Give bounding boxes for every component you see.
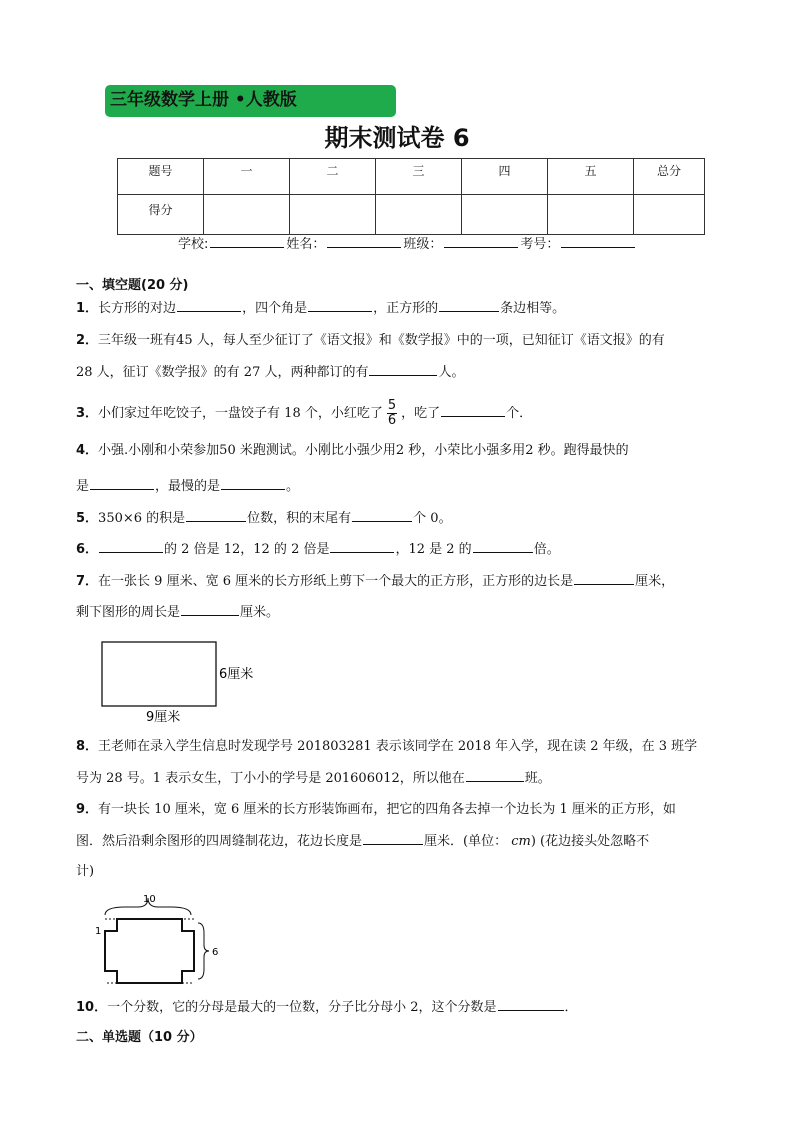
answer-blank[interactable] <box>330 539 394 553</box>
table-cell: 五 <box>548 159 634 195</box>
question-text: 图．然后沿剩余图形的四周缝制花边，花边长度是 <box>76 834 363 849</box>
question-text: 28 人，征订《数学报》的有 27 人，两种都订的有 <box>76 365 369 380</box>
question-number: 4． <box>76 443 99 458</box>
question-number: 3． <box>76 406 99 421</box>
question-text: 一个分数，它的分母是最大的一位数，分子比分母小 2，这个分数是 <box>107 1000 497 1015</box>
question-3 <box>76 399 532 428</box>
score-table <box>117 158 705 235</box>
question-2-cont <box>76 362 465 383</box>
corner-dimension: 1 <box>95 926 102 937</box>
question-text: 位数，积的末尾有 <box>247 511 352 526</box>
question-number: 5． <box>76 511 99 526</box>
table-cell: 总分 <box>634 159 705 195</box>
table-row <box>118 159 705 195</box>
question-number: 7． <box>76 574 99 589</box>
page-title: 期末测试卷 6 <box>324 124 470 152</box>
question-text: ，最慢的是 <box>155 479 221 494</box>
answer-blank[interactable] <box>574 571 634 585</box>
table-cell: 二 <box>290 159 376 195</box>
question-text: 厘米．(单位： <box>424 834 508 849</box>
question-text: 在一张长 9 厘米、宽 6 厘米的长方形纸上剪下一个最大的正方形，正方形的边长是 <box>98 574 574 589</box>
right-brace <box>198 923 209 979</box>
question-text: ，四个角是 <box>242 301 308 316</box>
question-text: 人。 <box>438 365 465 380</box>
question-text: 厘米。 <box>240 605 280 620</box>
question-text: ，正方形的 <box>373 301 439 316</box>
length-label: 9厘米 <box>146 710 181 725</box>
question-number: 6． <box>76 542 99 557</box>
question-text: 350×6 的积是 <box>98 511 186 526</box>
unit-text: cm <box>511 834 531 849</box>
score-input-cell[interactable] <box>290 195 376 235</box>
table-cell: 四 <box>462 159 548 195</box>
question-1 <box>76 298 565 319</box>
question-number: 8． <box>76 739 99 754</box>
question-text: 倍。 <box>533 542 560 557</box>
table-cell: 三 <box>376 159 462 195</box>
answer-blank[interactable] <box>99 539 163 553</box>
score-input-cell[interactable] <box>634 195 705 235</box>
question-text: 计) <box>76 864 95 879</box>
question-text: 。 <box>286 479 300 494</box>
section-title: 一、填空题(20 分) <box>76 278 189 293</box>
question-text: 三年级一班有45 人，每人至少征订了《语文报》和《数学报》中的一项，已知征订《语文报》的有 <box>98 333 665 348</box>
answer-blank[interactable] <box>90 476 154 490</box>
question-7-cont <box>76 602 279 623</box>
table-cell: 得分 <box>118 195 204 235</box>
score-input-cell[interactable] <box>204 195 290 235</box>
cutout-figure <box>90 890 230 995</box>
grade-badge: 三年级数学上册 •人教版 <box>105 85 396 117</box>
question-text: 小强.小刚和小荣参加50 米跑测试。小刚比小强少用2 秒，小荣比小强多用2 秒。跑得最快的 <box>98 443 629 458</box>
question-text: 厘米， <box>635 574 675 589</box>
answer-blank[interactable] <box>363 831 423 845</box>
answer-blank[interactable] <box>177 298 241 312</box>
score-input-cell[interactable] <box>462 195 548 235</box>
class-blank[interactable] <box>444 235 518 248</box>
school-label: 学校: <box>178 237 209 252</box>
answer-blank[interactable] <box>498 997 564 1011</box>
question-text: 的 2 倍是 12，12 的 2 倍是 <box>164 542 330 557</box>
question-text: ) (花边接头处忽略不 <box>530 834 650 849</box>
student-info-line <box>178 233 637 252</box>
question-text: 剩下图形的周长是 <box>76 605 181 620</box>
remaining-shape <box>105 919 194 983</box>
exam-no-label: 考号： <box>520 237 560 252</box>
top-dimension: 10 <box>143 894 156 905</box>
fraction: $\frac{5}{6}$ <box>387 398 397 428</box>
school-blank[interactable] <box>210 235 284 248</box>
answer-blank[interactable] <box>466 768 524 782</box>
answer-blank[interactable] <box>369 362 437 376</box>
question-2 <box>76 331 665 351</box>
answer-blank[interactable] <box>439 298 499 312</box>
table-row <box>118 195 705 235</box>
section-title: 二、单选题（10 分） <box>76 1030 203 1045</box>
width-label: 6厘米 <box>219 667 254 682</box>
right-dimension: 6 <box>212 947 219 958</box>
question-text: 小们家过年吃饺子，一盘饺子有 18 个，小红吃了 <box>98 406 383 421</box>
score-input-cell[interactable] <box>548 195 634 235</box>
question-7 <box>76 571 674 592</box>
answer-blank[interactable] <box>352 508 412 522</box>
answer-blank[interactable] <box>186 508 246 522</box>
table-cell: 一 <box>204 159 290 195</box>
question-text: ． <box>564 1000 578 1015</box>
question-text: 王老师在录入学生信息时发现学号 201803281 表示该同学在 2018 年入学，现在读 2 年级，在 3 班学 <box>98 739 698 754</box>
score-input-cell[interactable] <box>376 195 462 235</box>
question-4 <box>76 441 629 461</box>
question-number: 1． <box>76 301 99 316</box>
question-9-cont2 <box>76 862 94 882</box>
question-text: 号为 28 号。1 表示女生，丁小小的学号是 201606012，所以他在 <box>76 771 465 786</box>
name-label: 姓名： <box>286 237 326 252</box>
question-9 <box>76 800 676 820</box>
name-blank[interactable] <box>327 235 401 248</box>
exam-no-blank[interactable] <box>561 235 635 248</box>
question-text: 个． <box>506 406 533 421</box>
question-text: 条边相等。 <box>500 301 566 316</box>
question-number: 9． <box>76 802 99 817</box>
question-text: 有一块长 10 厘米，宽 6 厘米的长方形装饰画布，把它的四角各去掉一个边长为 1 厘米的正方形，如 <box>98 802 676 817</box>
answer-blank[interactable] <box>181 602 239 616</box>
answer-blank[interactable] <box>221 476 285 490</box>
answer-blank[interactable] <box>473 539 533 553</box>
table-cell: 题号 <box>118 159 204 195</box>
question-text: 班。 <box>524 771 551 786</box>
answer-blank[interactable] <box>441 403 505 417</box>
question-4-cont <box>76 476 299 497</box>
question-text: 个 0。 <box>413 511 452 526</box>
question-8-cont <box>76 768 551 789</box>
question-5 <box>76 508 452 529</box>
question-text: 是 <box>76 479 90 494</box>
question-9-cont <box>76 831 649 852</box>
question-text: 长方形的对边 <box>98 301 177 316</box>
question-8 <box>76 737 697 757</box>
question-number: 10． <box>76 1000 108 1015</box>
rectangle-shape <box>102 642 216 706</box>
rectangle-figure <box>96 636 266 726</box>
question-text: ，吃了 <box>401 406 441 421</box>
question-6 <box>76 539 560 560</box>
answer-blank[interactable] <box>308 298 372 312</box>
class-label: 班级： <box>403 237 443 252</box>
question-10 <box>76 997 578 1018</box>
question-number: 2． <box>76 333 99 348</box>
question-text: ，12 是 2 的 <box>395 542 472 557</box>
